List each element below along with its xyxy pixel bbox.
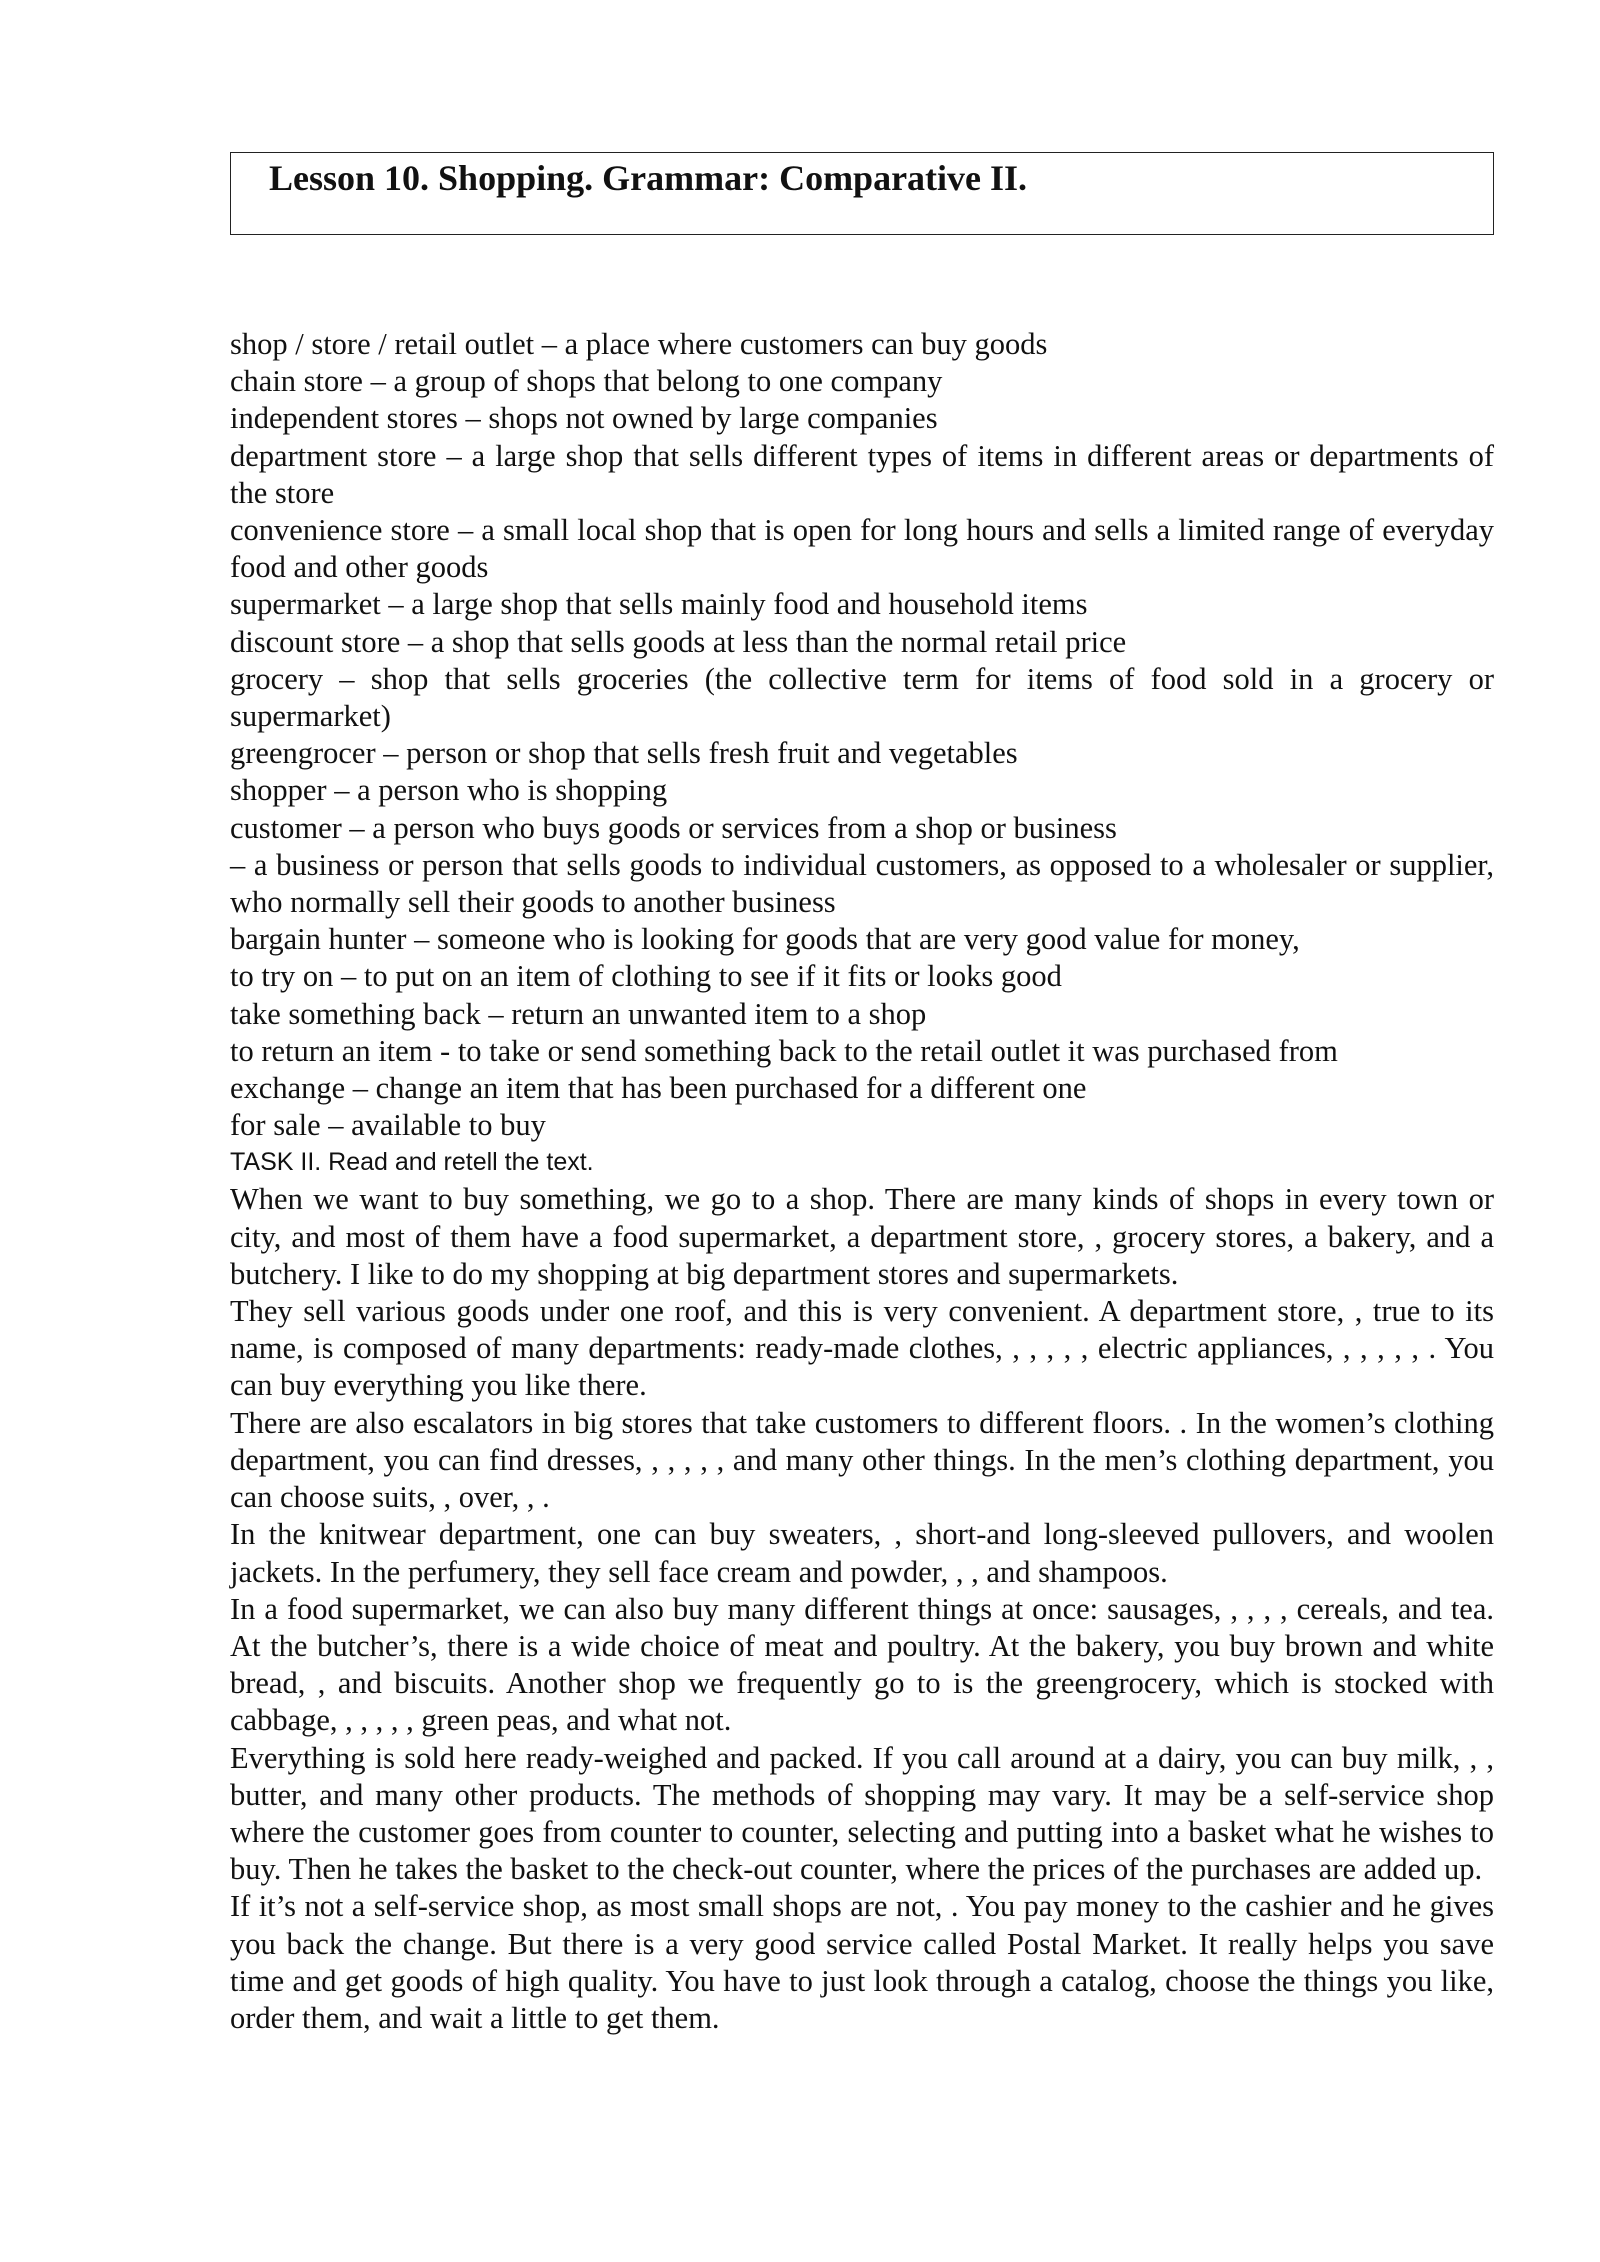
text-paragraph: They sell various goods under one roof, and this is very convenient. A department store, , true to its name, is composed of many departments: ready-made clothes, , , , , , electric appliances, , , , , , . You can buy everything you like there. [230, 1294, 1494, 1403]
vocab-item: convenience store – a small local shop that is open for long hours and sells a limited range of everyday food and other goods [230, 513, 1494, 585]
vocab-item: bargain hunter – someone who is looking for goods that are very good value for money, [230, 922, 1300, 957]
lesson-title: Lesson 10. Shopping. Grammar: Comparative II. [269, 158, 1028, 198]
vocab-item: to return an item - to take or send something back to the retail outlet it was purchased from [230, 1033, 1338, 1068]
text-paragraph: Everything is sold here ready-weighed and packed. If you call around at a dairy, you can buy milk, , , butter, and many other products. The methods of shopping may vary. It may be a self-service shop where the customer goes from counter to counter, selecting and putting into a basket what he wishes to buy. Then he takes the basket to the check-out counter, where the prices of the purchases are added up. [230, 1740, 1494, 1887]
vocab-item: shopper – a person who is shopping [230, 773, 668, 808]
text-paragraph: There are also escalators in big stores that take customers to different floors. . In the women’s clothing department, you can find dresses, , , , , , and many other things. In the men’s clothing department, you can choose suits, , over, , . [230, 1405, 1494, 1515]
text-paragraph: If it’s not a self-service shop, as most small shops are not, . You pay money to the cashier and he gives you back the change. But there is a very good service called Postal Market. It really helps you save time and get goods of high quality. You have to just look through a catalog, choose the things you like, order them, and wait a little to get them. [230, 1889, 1494, 2035]
text-paragraph: In a food supermarket, we can also buy many different things at once: sausages, , , , , cereals, and tea. At the butcher’s, there is a wide choice of meat and poultry. At the bakery, you buy brown and white bread, , and biscuits. Another shop we frequently go to is the greengrocery, which is stocked with cabbage, , , , , , green peas, and what not. [230, 1591, 1494, 1738]
vocab-item: exchange – change an item that has been purchased for a different one [230, 1071, 1087, 1106]
vocab-item: – a business or person that sells goods to individual customers, as opposed to a wholesaler or supplier, who normally sell their goods to another business [230, 847, 1494, 920]
vocab-item: for sale – available to buy [230, 1108, 546, 1143]
vocab-item: discount store – a shop that sells goods at less than the normal retail price [230, 624, 1127, 659]
vocab-item: chain store – a group of shops that belong to one company [230, 364, 943, 399]
vocab-item: customer – a person who buys goods or services from a shop or business [230, 810, 1117, 845]
text-paragraph: When we want to buy something, we go to a shop. There are many kinds of shops in every town or city, and most of them have a food supermarket, a department store, , grocery stores, a bakery, and a butchery. I like to do my shopping at big department stores and supermarkets. [230, 1182, 1494, 1291]
vocab-item: grocery – shop that sells groceries (the collective term for items of food sold in a grocery or supermarket) [230, 661, 1494, 734]
reading-text [230, 1181, 1494, 2037]
vocab-item: supermarket – a large shop that sells mainly food and household items [230, 587, 1088, 622]
vocabulary-list [230, 326, 1494, 1144]
vocab-item: take something back – return an unwanted item to a shop [230, 996, 927, 1031]
lesson-title-box [230, 152, 1494, 235]
vocab-item: greengrocer – person or shop that sells fresh fruit and vegetables [230, 736, 1018, 771]
vocab-item: shop / store / retail outlet – a place where customers can buy goods [230, 327, 1048, 361]
vocab-item: department store – a large shop that sells different types of items in different areas or departments of the store [230, 438, 1494, 510]
document-body [230, 326, 1494, 2037]
vocab-item: to try on – to put on an item of clothing to see if it fits or looks good [230, 959, 1062, 994]
text-paragraph: In the knitwear department, one can buy sweaters, , short-and long-sleeved pullovers, and woolen jackets. In the perfumery, they sell face cream and powder, , , and shampoos. [230, 1517, 1494, 1589]
task-heading: TASK II. Read and retell the text. [230, 1148, 594, 1177]
vocab-item: independent stores – shops not owned by large companies [230, 401, 938, 436]
